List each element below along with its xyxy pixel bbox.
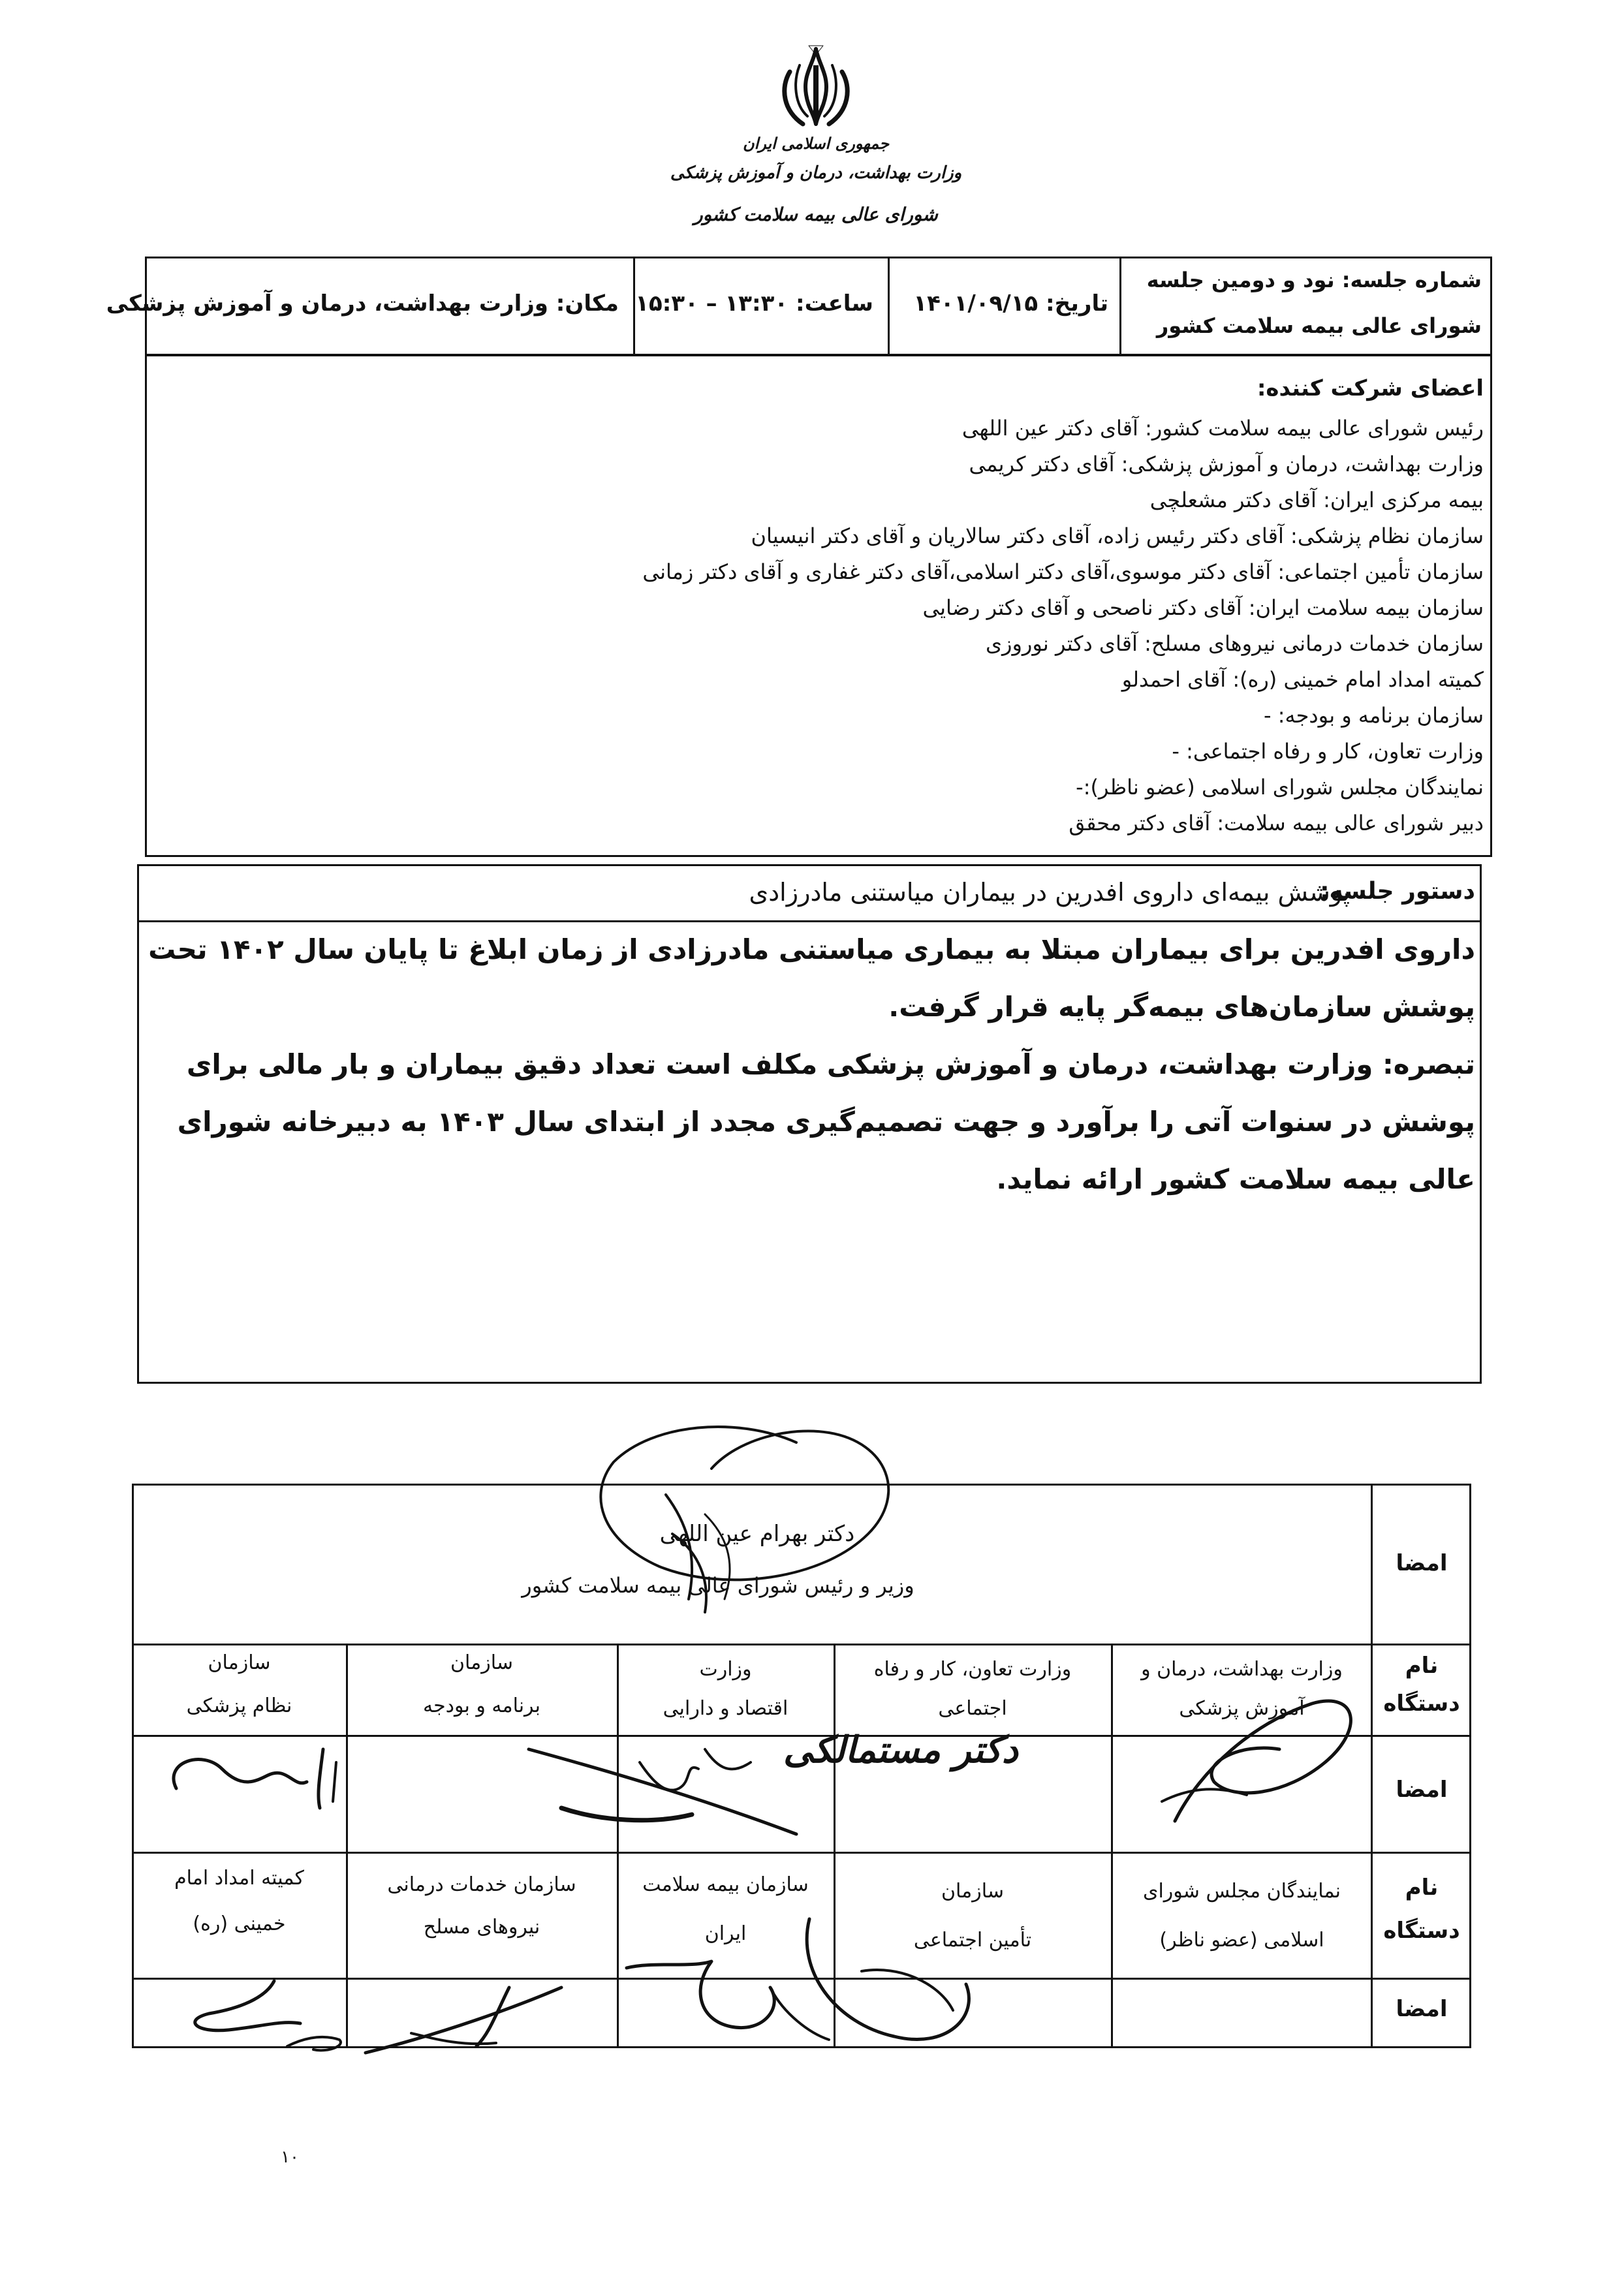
org-armed-forces-l2: نیروهای مسلح [423,1916,540,1939]
attendee-line: سازمان نظام پزشکی: آقای دکتر رئیس زاده، آقای دکتر سالاریان و آقای دکتر انیسیان [751,523,1484,548]
attendee-line: سازمان بیمه سلامت ایران: آقای دکتر ناصحی و آقای دکتر رضایی [922,595,1484,620]
agenda-body-line: عالی بیمه سلامت کشور ارائه نماید. [996,1163,1475,1195]
org-iran-health-insurance-l1: سازمان بیمه سلامت [642,1873,809,1896]
org-economy-ministry-l1: وزارت [699,1658,752,1681]
agenda-label: دستور جلسه: [1320,878,1475,905]
org-iran-health-insurance-l2: ایران [704,1922,747,1945]
agenda-body-line: داروی افدرین برای بیماران مبتلا به بیماری میاستنی مادرزادی از زمان ابلاغ تا پایان سال ۱۴۰۲ تحت [148,933,1475,965]
device-label-row1-b: دستگاه [1383,1691,1460,1717]
header-council: شورای عالی بیمه سلامت کشور [694,204,938,225]
sign-label-row1: امضا [1396,1777,1448,1803]
chair-name: دکتر بهرام عین اللهی [659,1521,855,1547]
attendee-line: بیمه مرکزی ایران: آقای دکتر مشعلچی [1149,488,1484,512]
attendee-line: سازمان برنامه و بودجه: - [1263,703,1484,728]
attendee-line: سازمان تأمین اجتماعی: آقای دکتر موسوی،آقای دکتر اسلامی،آقای دکتر غفاری و آقای دکتر زمانی [642,559,1484,584]
sign-label-chair: امضا [1396,1550,1448,1576]
divider [132,1644,1471,1645]
org-relief-committee-l1: کمیته امداد امام [174,1867,304,1890]
chair-title: وزیر و رئیس شورای عالی بیمه سلامت کشور [522,1573,914,1598]
agenda-body-line: پوشش در سنوات آتی را برآورد و جهت تصمیم‌گیری مجدد از ابتدای سال ۱۴۰۳ به دبیرخانه شورای [177,1106,1475,1138]
economy-ministry-signature [522,1723,1018,1847]
divider [137,920,1482,922]
divider [888,257,890,356]
org-relief-committee-l2: خمینی (ره) [193,1912,286,1935]
meeting-number: شماره جلسه: نود و دومین جلسه [1146,268,1482,292]
attendee-line: نمایندگان مجلس شورای اسلامی (عضو ناظر):- [1076,775,1484,800]
medical-council-signature [157,1736,352,1821]
device-label-row2-b: دستگاه [1383,1918,1460,1944]
meeting-council: شورای عالی بیمه سلامت کشور [1156,313,1482,338]
org-labor-ministry-l2: اجتماعی [938,1697,1007,1720]
agenda-body-line: تبصره: وزارت بهداشت، درمان و آموزش پزشکی مکلف است تعداد دقیق بیماران و بار مالی برای [186,1048,1475,1080]
economy-ministry-signature-text: دکتر مستمالکی [783,1728,1018,1771]
agenda-body-line: پوشش سازمان‌های بیمه‌گر پایه قرار گرفت. [888,991,1475,1023]
health-ministry-signature [1149,1671,1384,1841]
attendee-line: کمیته امداد امام خمینی (ره): آقای احمدلو [1121,667,1484,692]
org-budget-l1: سازمان [450,1651,513,1674]
org-parliament-l2: اسلامی (عضو ناظر) [1159,1929,1324,1952]
org-medical-council-l2: نظام پزشکی [186,1694,292,1717]
attendee-line: رئیس شورای عالی بیمه سلامت کشور: آقای دکتر عین اللهی [961,416,1484,441]
org-health-ministry-l1: وزارت بهداشت، درمان و [1141,1658,1343,1681]
org-social-security-l2: تأمین اجتماعی [913,1929,1032,1952]
device-label-row1-a: نام [1405,1653,1439,1679]
org-parliament-l1: نمایندگان مجلس شورای [1142,1880,1341,1903]
org-social-security-l1: سازمان [941,1880,1004,1903]
org-labor-ministry-l1: وزارت تعاون، کار و رفاه [873,1658,1072,1681]
org-budget-l2: برنامه و بودجه [423,1694,540,1717]
meeting-time: ساعت: ۱۳:۳۰ – ۱۵:۳۰ [635,290,873,317]
org-health-ministry-l2: آموزش پزشکی [1179,1697,1305,1720]
org-armed-forces-l1: سازمان خدمات درمانی [387,1873,576,1896]
divider [132,1852,1471,1854]
attendee-line: دبیر شورای عالی بیمه سلامت: آقای دکتر محقق [1069,811,1484,835]
relief-committee-signature [170,1968,366,2072]
meeting-date: تاریخ: ۱۴۰۱/۰۹/۱۵ [913,290,1108,317]
org-economy-ministry-l2: اقتصاد و دارایی [663,1697,789,1720]
attendee-line: وزارت تعاون، کار و رفاه اجتماعی: - [1172,739,1484,764]
org-medical-council-l1: سازمان [208,1651,271,1674]
sign-label-row2: امضا [1396,1996,1448,2022]
iran-health-insurance-signature [614,1948,835,2059]
agenda-title: پوشش بیمه‌ای داروی افدرین در بیماران میاستنی مادرزادی [749,878,1350,907]
meeting-place: مکان: وزارت بهداشت، درمان و آموزش پزشکی [106,290,619,317]
page-mark: ۱۰ [281,2147,299,2167]
device-label-row2-a: نام [1405,1875,1439,1901]
attendee-line: وزارت بهداشت، درمان و آموزش پزشکی: آقای دکتر کریمی [969,452,1484,476]
chair-signature [574,1403,940,1625]
header-ministry: وزارت بهداشت، درمان و آموزش پزشکی [670,163,962,183]
divider [1119,257,1121,356]
header-country: جمهوری اسلامی ایران [742,134,890,153]
attendees-heading: اعضای شرکت کننده: [1257,375,1484,401]
iran-emblem-icon [767,39,865,137]
attendee-line: سازمان خدمات درمانی نیروهای مسلح: آقای دکتر نوروزی [985,631,1484,656]
